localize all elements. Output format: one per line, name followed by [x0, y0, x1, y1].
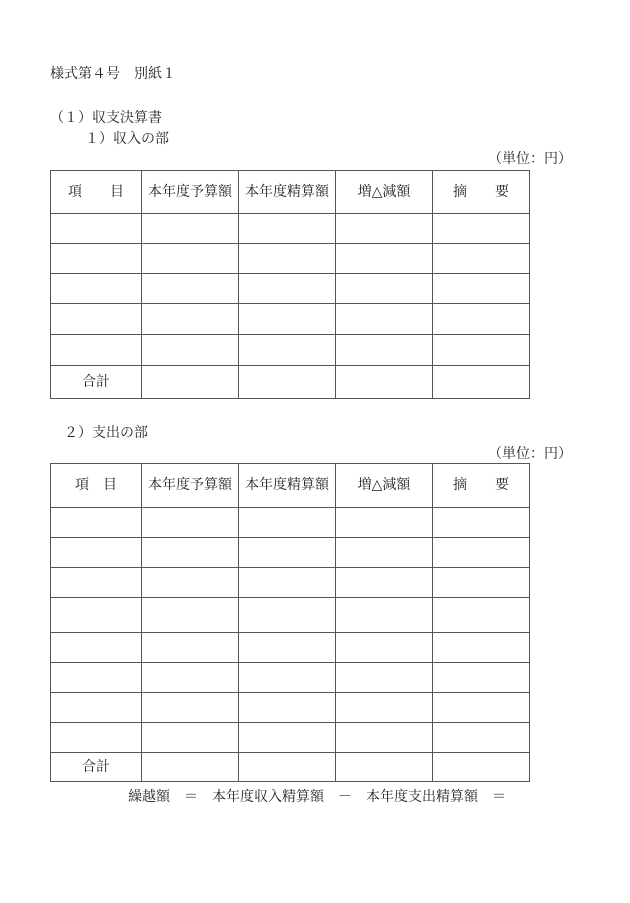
- table-cell[interactable]: [433, 568, 530, 598]
- expense-table: [50, 463, 530, 782]
- table-cell[interactable]: [142, 723, 239, 753]
- total-cell[interactable]: [336, 366, 433, 399]
- table-row: [51, 508, 530, 538]
- table-row: [51, 538, 530, 568]
- table-cell[interactable]: [336, 304, 433, 335]
- expense-title: ２）支出の部: [64, 425, 148, 441]
- table-cell[interactable]: [433, 723, 530, 753]
- table-cell[interactable]: [239, 214, 336, 244]
- column-header: 増△減額: [336, 171, 433, 214]
- column-header: 本年度精算額: [239, 171, 336, 214]
- table-cell[interactable]: [51, 598, 142, 633]
- table-cell[interactable]: [239, 633, 336, 663]
- table-cell[interactable]: [336, 723, 433, 753]
- income-unit: （単位：円）: [488, 151, 572, 167]
- total-row: [51, 753, 530, 782]
- table-cell[interactable]: [239, 508, 336, 538]
- table-row: [51, 723, 530, 753]
- column-header: 本年度精算額: [239, 464, 336, 508]
- table-cell[interactable]: [433, 274, 530, 304]
- table-cell[interactable]: [239, 244, 336, 274]
- table-cell[interactable]: [239, 663, 336, 693]
- carryover-formula: 繰越額 ＝ 本年度収入精算額 － 本年度支出精算額 ＝: [128, 789, 506, 805]
- total-label: 合計: [51, 366, 142, 399]
- total-cell[interactable]: [142, 366, 239, 399]
- table-cell[interactable]: [142, 244, 239, 274]
- table-cell[interactable]: [51, 244, 142, 274]
- column-header: 増△減額: [336, 464, 433, 508]
- table-cell[interactable]: [51, 508, 142, 538]
- table-cell[interactable]: [142, 568, 239, 598]
- table-cell[interactable]: [336, 598, 433, 633]
- table-cell[interactable]: [239, 304, 336, 335]
- table-cell[interactable]: [239, 274, 336, 304]
- table-cell[interactable]: [51, 693, 142, 723]
- table-cell[interactable]: [142, 304, 239, 335]
- table-cell[interactable]: [51, 214, 142, 244]
- table-cell[interactable]: [433, 304, 530, 335]
- expense-unit: （単位：円）: [488, 446, 572, 462]
- table-cell[interactable]: [142, 214, 239, 244]
- table-cell[interactable]: [142, 508, 239, 538]
- table-cell[interactable]: [336, 244, 433, 274]
- table-cell[interactable]: [239, 598, 336, 633]
- table-cell[interactable]: [336, 538, 433, 568]
- form-label: 様式第４号 別紙１: [50, 66, 176, 82]
- column-header: 摘 要: [433, 171, 530, 214]
- table-cell[interactable]: [142, 693, 239, 723]
- table-cell[interactable]: [142, 335, 239, 366]
- header-row: [51, 464, 530, 508]
- table-row: [51, 598, 530, 633]
- table-cell[interactable]: [142, 633, 239, 663]
- table-cell[interactable]: [142, 663, 239, 693]
- table-row: [51, 335, 530, 366]
- table-row: [51, 274, 530, 304]
- table-cell[interactable]: [51, 538, 142, 568]
- total-cell[interactable]: [336, 753, 433, 782]
- table-cell[interactable]: [239, 335, 336, 366]
- table-cell[interactable]: [336, 508, 433, 538]
- table-cell[interactable]: [142, 598, 239, 633]
- table-cell[interactable]: [433, 335, 530, 366]
- table-cell[interactable]: [433, 598, 530, 633]
- total-cell[interactable]: [433, 753, 530, 782]
- table-cell[interactable]: [336, 568, 433, 598]
- table-cell[interactable]: [51, 304, 142, 335]
- table-cell[interactable]: [239, 723, 336, 753]
- table-row: [51, 693, 530, 723]
- table-row: [51, 663, 530, 693]
- income-table: [50, 170, 530, 399]
- table-cell[interactable]: [336, 693, 433, 723]
- table-cell[interactable]: [51, 568, 142, 598]
- table-row: [51, 214, 530, 244]
- table-cell[interactable]: [142, 538, 239, 568]
- table-cell[interactable]: [51, 663, 142, 693]
- table-cell[interactable]: [239, 538, 336, 568]
- total-cell[interactable]: [142, 753, 239, 782]
- table-cell[interactable]: [433, 663, 530, 693]
- table-cell[interactable]: [336, 663, 433, 693]
- table-cell[interactable]: [433, 244, 530, 274]
- table-row: [51, 568, 530, 598]
- table-cell[interactable]: [433, 633, 530, 663]
- table-cell[interactable]: [239, 693, 336, 723]
- total-cell[interactable]: [239, 366, 336, 399]
- table-cell[interactable]: [336, 633, 433, 663]
- header-row: [51, 171, 530, 214]
- total-row: [51, 366, 530, 399]
- table-cell[interactable]: [433, 508, 530, 538]
- table-cell[interactable]: [433, 693, 530, 723]
- total-cell[interactable]: [433, 366, 530, 399]
- table-cell[interactable]: [433, 214, 530, 244]
- table-cell[interactable]: [51, 723, 142, 753]
- column-header: 本年度予算額: [142, 171, 239, 214]
- table-cell[interactable]: [336, 335, 433, 366]
- table-cell[interactable]: [239, 568, 336, 598]
- table-cell[interactable]: [51, 335, 142, 366]
- table-cell[interactable]: [433, 538, 530, 568]
- column-header: 本年度予算額: [142, 464, 239, 508]
- section-title: （１）収支決算書: [50, 110, 162, 126]
- column-header: 項 目: [51, 464, 142, 508]
- table-cell[interactable]: [51, 274, 142, 304]
- table-cell[interactable]: [142, 274, 239, 304]
- total-label: 合計: [51, 753, 142, 782]
- table-row: [51, 633, 530, 663]
- table-row: [51, 244, 530, 274]
- table-cell[interactable]: [51, 633, 142, 663]
- total-cell[interactable]: [239, 753, 336, 782]
- table-cell[interactable]: [336, 214, 433, 244]
- column-header: 項 目: [51, 171, 142, 214]
- income-title: １）収入の部: [85, 131, 169, 147]
- table-row: [51, 304, 530, 335]
- column-header: 摘 要: [433, 464, 530, 508]
- table-cell[interactable]: [336, 274, 433, 304]
